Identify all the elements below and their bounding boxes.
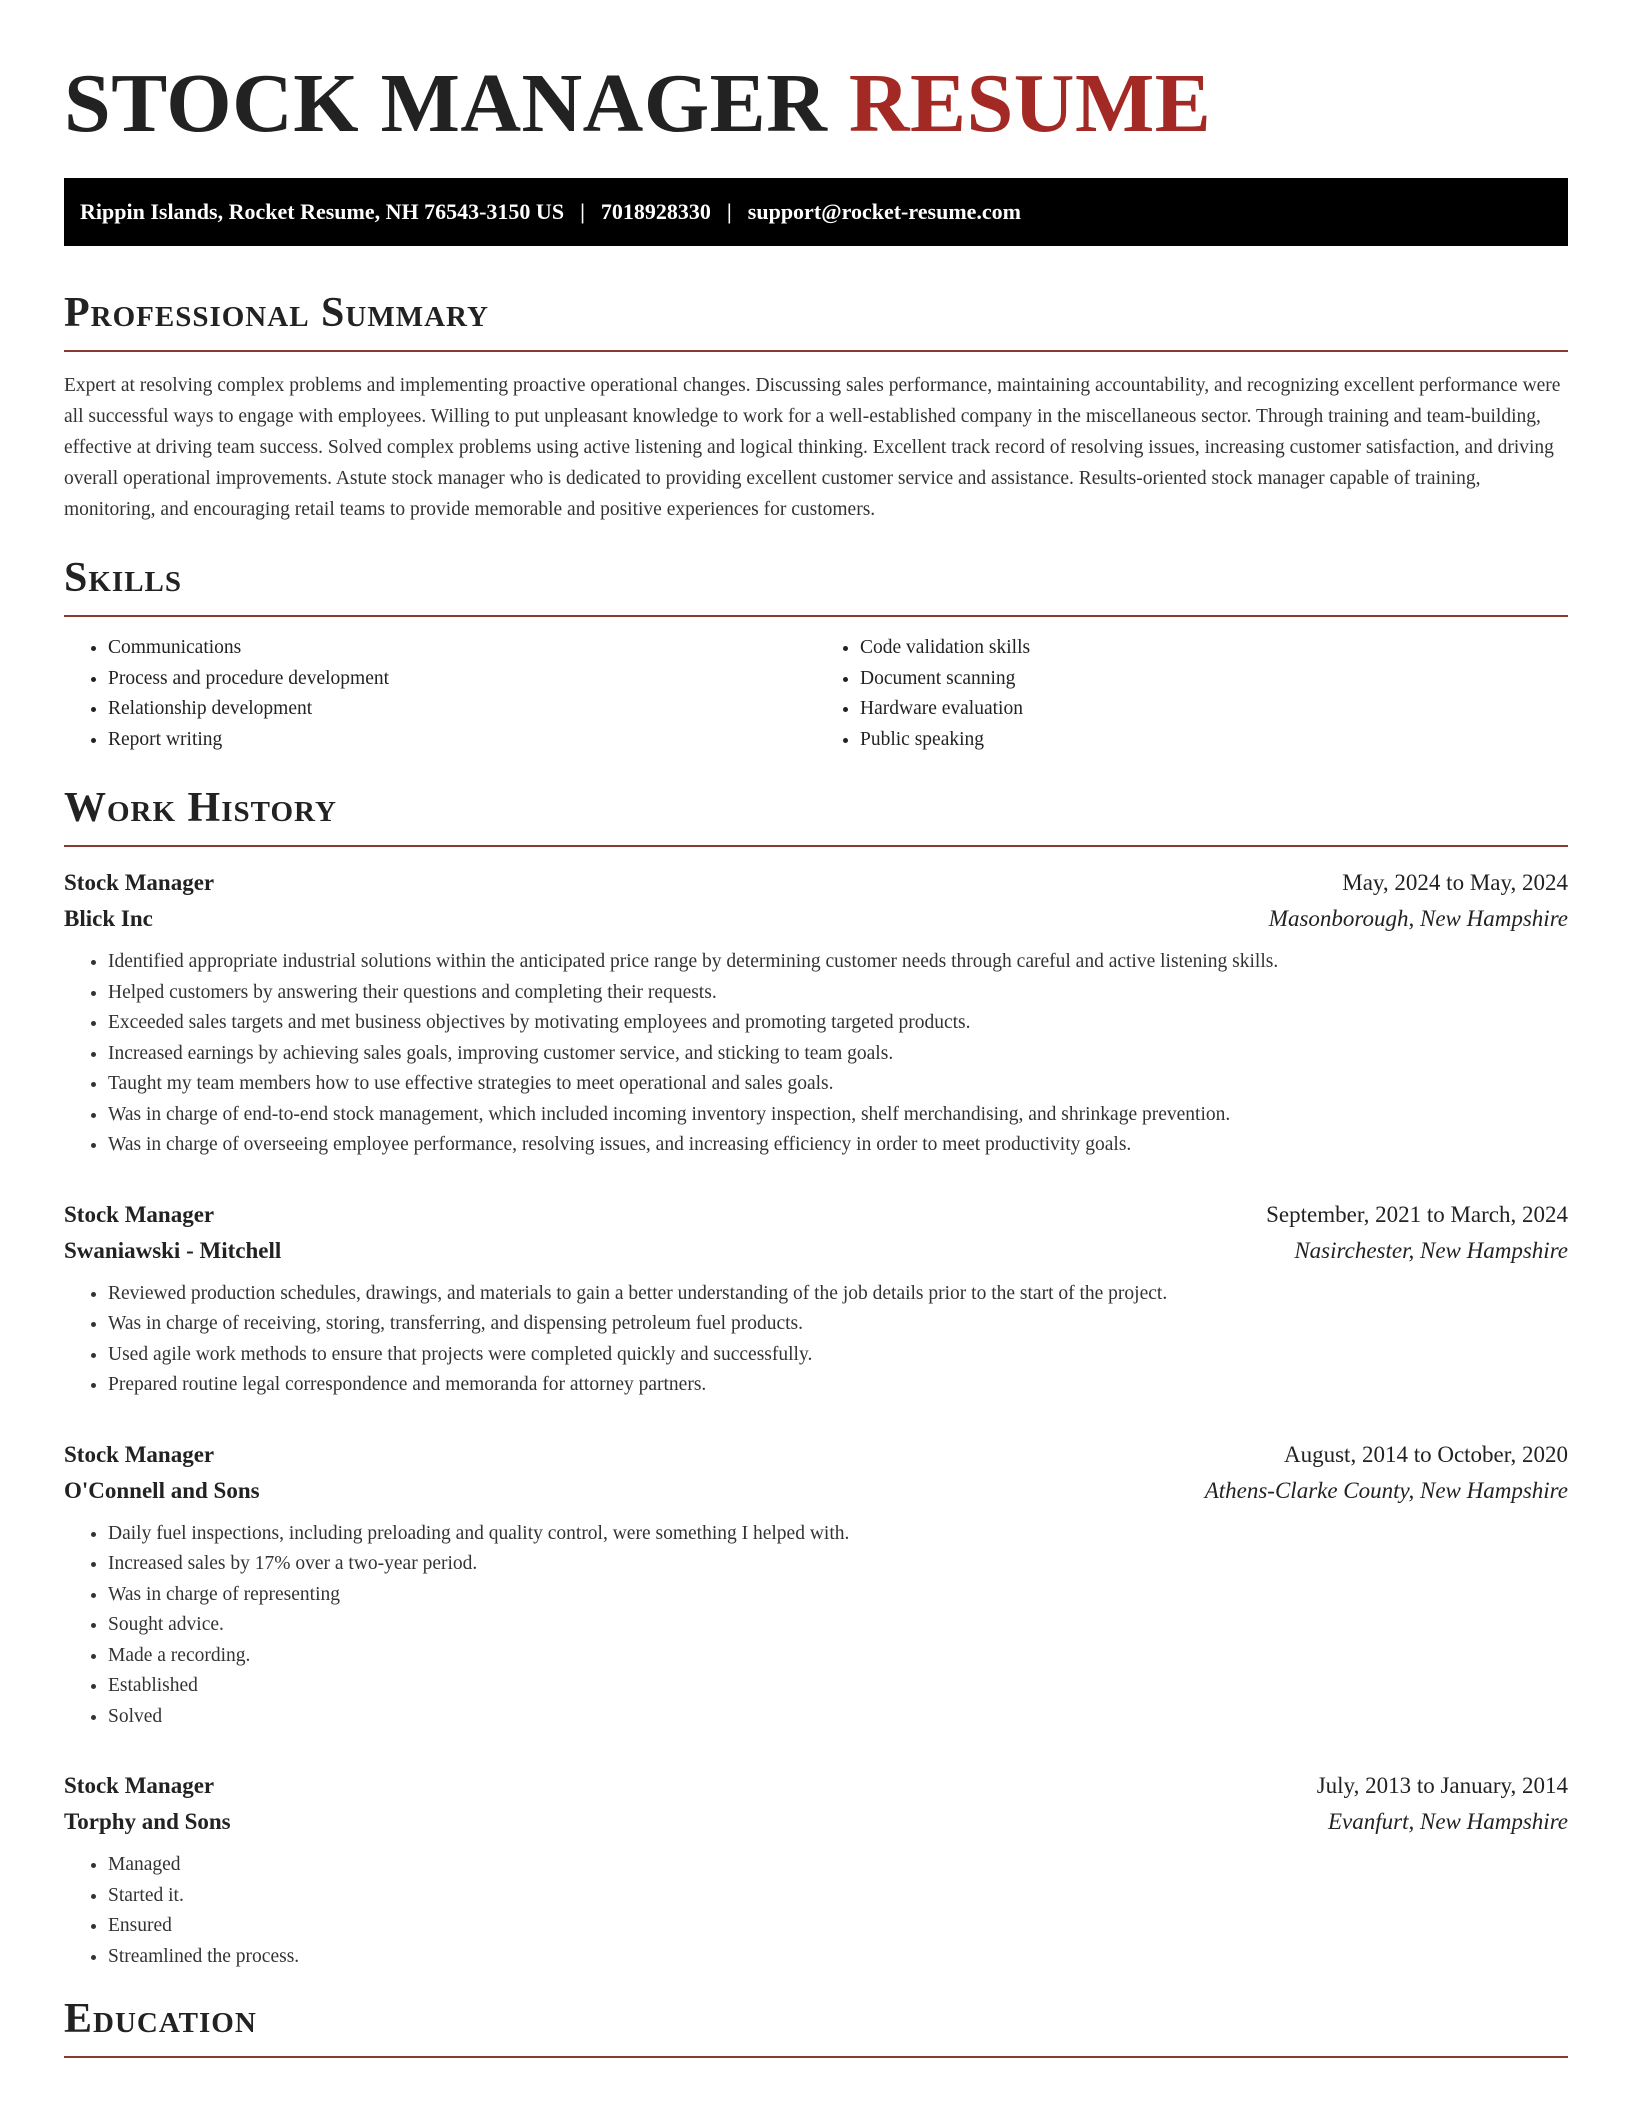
- job-bullets: [64, 947, 1568, 1161]
- education-section: [64, 1996, 1568, 2058]
- work-history-section: [64, 785, 1568, 1972]
- title-accent: RESUME: [848, 57, 1212, 150]
- job-bullet: • Was in charge of representing: [108, 1580, 1568, 1611]
- skill-item: • Communications: [108, 633, 816, 664]
- job-bullets: [64, 1279, 1568, 1401]
- section-divider: [64, 615, 1568, 617]
- job-title: Stock Manager: [64, 870, 215, 895]
- job-company-row: [64, 901, 1568, 937]
- skills-list-right: [816, 633, 1568, 755]
- skill-item: • Report writing: [108, 725, 816, 756]
- job-company-row: [64, 1233, 1568, 1269]
- job-company-row: [64, 1804, 1568, 1840]
- job-title: Stock Manager: [64, 1773, 215, 1798]
- job-location: Evanfurt, New Hampshire: [1328, 1809, 1568, 1834]
- skill-item: • Process and procedure development: [108, 664, 816, 695]
- job-entry: [64, 865, 1568, 1161]
- section-title-education: Education: [64, 1996, 257, 2042]
- job-bullet: • Used agile work methods to ensure that projects were completed quickly and successfully.: [108, 1340, 1568, 1371]
- job-bullets: [64, 1850, 1568, 1972]
- job-company: Torphy and Sons: [64, 1809, 231, 1834]
- section-divider: [64, 350, 1568, 352]
- job-bullet: • Exceeded sales targets and met business objectives by motivating employees and promoting targeted products.: [108, 1008, 1568, 1039]
- contact-bar: [64, 178, 1568, 246]
- job-bullet: • Increased sales by 17% over a two-year period.: [108, 1549, 1568, 1580]
- skill-item: • Document scanning: [860, 664, 1568, 695]
- contact-phone: 7018928330: [600, 199, 711, 224]
- job-bullet: • Increased earnings by achieving sales goals, improving customer service, and sticking to team goals.: [108, 1039, 1568, 1070]
- section-title-work-history: Work History: [64, 785, 337, 831]
- skill-item: • Relationship development: [108, 694, 816, 725]
- contact-separator: |: [726, 199, 732, 224]
- skills-section: [64, 555, 1568, 755]
- job-header-row: [64, 1437, 1568, 1473]
- contact-email: support@rocket-resume.com: [747, 199, 1021, 224]
- job-header-row: [64, 1768, 1568, 1804]
- job-bullet: • Was in charge of overseeing employee performance, resolving issues, and increasing efficiency in order to meet productivity goals.: [108, 1130, 1568, 1161]
- job-title: Stock Manager: [64, 1441, 215, 1467]
- job-bullet: • Daily fuel inspections, including preloading and quality control, were something I helped with.: [108, 1519, 1568, 1550]
- job-bullet: • Established: [108, 1671, 1568, 1702]
- job-location: Nasirchester, New Hampshire: [1294, 1237, 1568, 1263]
- section-divider: [64, 2056, 1568, 2058]
- job-location: Masonborough, New Hampshire: [1268, 906, 1568, 931]
- job-bullet: • Solved: [108, 1702, 1568, 1733]
- job-company: Swaniawski - Mitchell: [64, 1237, 282, 1263]
- job-company: O'Connell and Sons: [64, 1477, 260, 1503]
- job-bullet: • Sought advice.: [108, 1610, 1568, 1641]
- skill-item: • Hardware evaluation: [860, 694, 1568, 725]
- skill-item: • Public speaking: [860, 725, 1568, 756]
- job-title: Stock Manager: [64, 1201, 215, 1227]
- section-title-summary: Professional Summary: [64, 290, 489, 336]
- title-main: STOCK MANAGER: [64, 57, 828, 150]
- job-bullet: • Reviewed production schedules, drawings, and materials to gain a better understanding of the job details prior to the start of the project.: [108, 1279, 1568, 1310]
- job-bullets: [64, 1519, 1568, 1733]
- job-bullet: • Was in charge of receiving, storing, transferring, and dispensing petroleum fuel products.: [108, 1309, 1568, 1340]
- job-bullet: • Prepared routine legal correspondence and memoranda for attorney partners.: [108, 1370, 1568, 1401]
- job-bullet: • Streamlined the process.: [108, 1942, 1568, 1973]
- summary-text: Expert at resolving complex problems and implementing proactive operational changes. Discussing sales performance, maintaining accountability, and recognizing excellent performance were all successful ways to engage with employees. Willing to put unpleasant knowledge to work for a well-established company in the miscellaneous sector. Through training and team-building, effective at driving team success. Solved complex problems using active listening and logical thinking. Excellent track record of resolving issues, increasing customer satisfaction, and driving overall operational improvements. Astute stock manager who is dedicated to providing excellent customer service and assistance. Results-oriented stock manager capable of training, monitoring, and encouraging retail teams to provide memorable and positive experiences for customers.: [64, 375, 1561, 520]
- job-entry: [64, 1197, 1568, 1401]
- job-entry: [64, 1768, 1568, 1972]
- section-title-skills: Skills: [64, 555, 183, 601]
- job-bullet: • Identified appropriate industrial solutions within the anticipated price range by determining customer needs through careful and active listening skills.: [108, 947, 1568, 978]
- job-company: Blick Inc: [64, 906, 153, 931]
- skills-columns: [64, 633, 1568, 755]
- summary-section: [64, 290, 1568, 525]
- job-bullet: • Started it.: [108, 1881, 1568, 1912]
- job-bullet: • Taught my team members how to use effective strategies to meet operational and sales goals.: [108, 1069, 1568, 1100]
- job-dates: September, 2021 to March, 2024: [1266, 1201, 1568, 1227]
- skill-item: • Code validation skills: [860, 633, 1568, 664]
- job-dates: July, 2013 to January, 2014: [1316, 1773, 1568, 1798]
- job-bullet: • Managed: [108, 1850, 1568, 1881]
- contact-address: Rippin Islands, Rocket Resume, NH 76543-3150 US: [80, 199, 565, 224]
- job-header-row: [64, 1197, 1568, 1233]
- resume-title: [64, 58, 1568, 150]
- job-bullet: • Ensured: [108, 1911, 1568, 1942]
- job-header-row: [64, 865, 1568, 901]
- contact-separator: |: [580, 199, 585, 224]
- job-company-row: [64, 1473, 1568, 1509]
- job-dates: May, 2024 to May, 2024: [1342, 870, 1568, 895]
- job-bullet: • Made a recording.: [108, 1641, 1568, 1672]
- job-bullet: • Helped customers by answering their questions and completing their requests.: [108, 978, 1568, 1009]
- job-dates: August, 2014 to October, 2020: [1284, 1441, 1568, 1467]
- job-location: Athens-Clarke County, New Hampshire: [1204, 1477, 1568, 1503]
- job-entry: [64, 1437, 1568, 1733]
- job-bullet: • Was in charge of end-to-end stock management, which included incoming inventory inspection, shelf merchandising, and shrinkage prevention.: [108, 1100, 1568, 1131]
- section-divider: [64, 845, 1568, 847]
- skills-list-left: [64, 633, 816, 755]
